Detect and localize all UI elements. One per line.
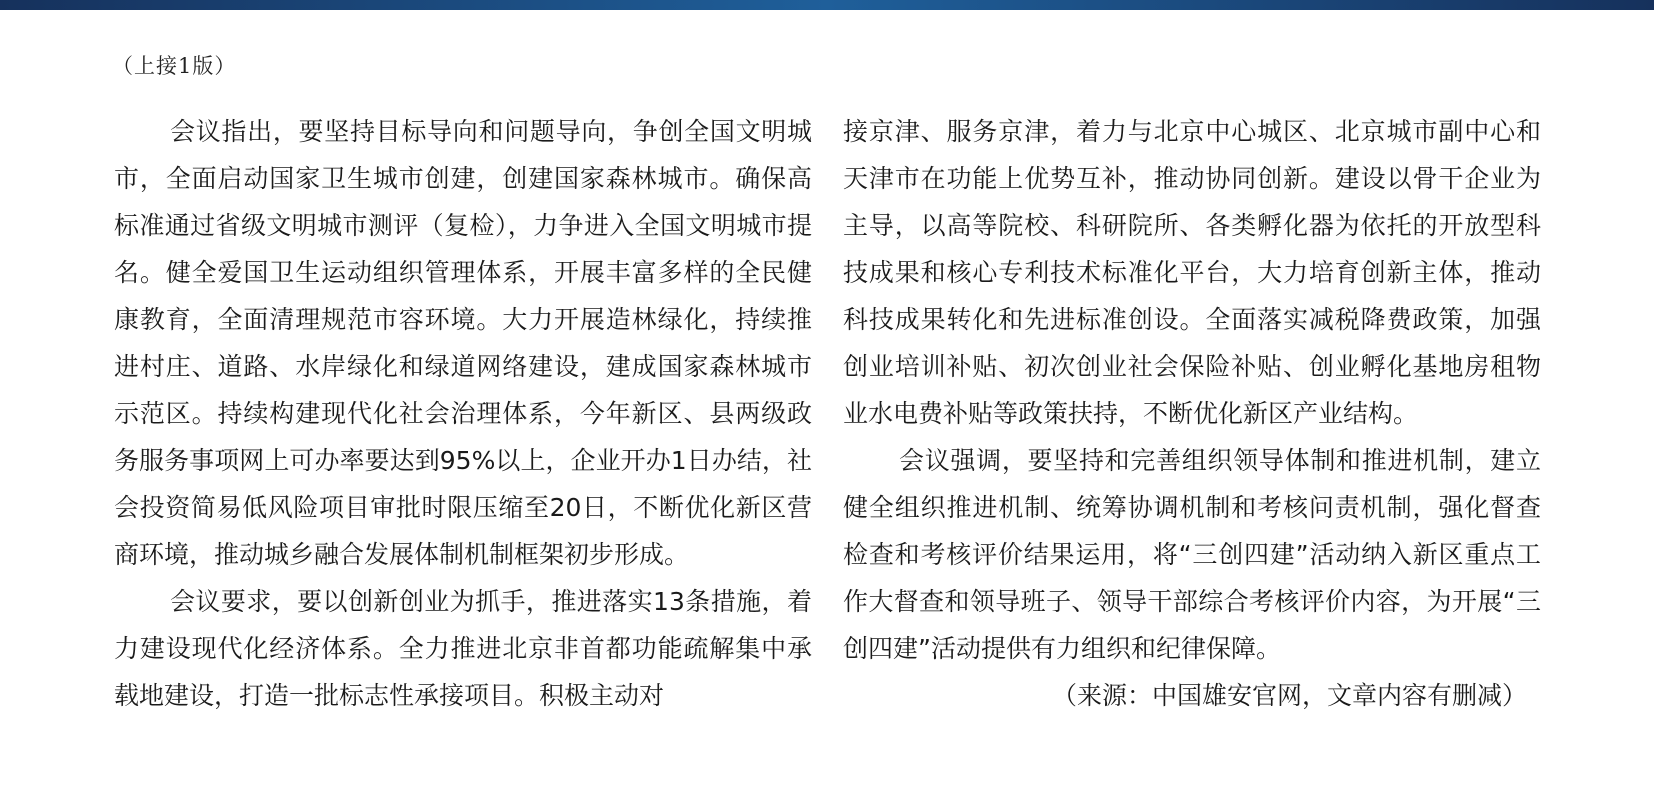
article-column-left <box>114 108 812 719</box>
paragraph-meeting-requires-start: 会议要求，要以创新创业为抓手，推进落实13条措施，着力建设现代化经济体系。全力推进北京非首都功能疏解集中承载地建设，打造一批标志性承接项目。积极主动对 <box>114 587 812 710</box>
top-accent-bar <box>0 0 1654 10</box>
article-column-right <box>843 108 1541 719</box>
continuation-note: （上接1版） <box>112 54 237 78</box>
source-note: （来源：中国雄安官网，文章内容有删减） <box>1051 681 1527 710</box>
paragraph-meeting-emphasized: 会议强调，要坚持和完善组织领导体制和推进机制，建立健全组织推进机制、统筹协调机制和考核问责机制，强化督查检查和考核评价结果运用，将“三创四建”活动纳入新区重点工作大督查和领导班子、领导干部综合考核评价内容，为开展“三创四建”活动提供有力组织和纪律保障。 <box>843 446 1541 663</box>
paragraph-meeting-requires-end: 接京津、服务京津，着力与北京中心城区、北京城市副中心和天津市在功能上优势互补，推动协同创新。建设以骨干企业为主导，以高等院校、科研院所、各类孵化器为依托的开放型科技成果和核心专利技术标准化平台，大力培育创新主体，推动科技成果转化和先进标准创设。全面落实减税降费政策，加强创业培训补贴、初次创业社会保险补贴、创业孵化基地房租物业水电费补贴等政策扶持，不断优化新区产业结构。 <box>843 117 1541 428</box>
paragraph-meeting-pointed-out: 会议指出，要坚持目标导向和问题导向，争创全国文明城市，全面启动国家卫生城市创建，创建国家森林城市。确保高标准通过省级文明城市测评（复检），力争进入全国文明城市提名。健全爱国卫生运动组织管理体系，开展丰富多样的全民健康教育，全面清理规范市容环境。大力开展造林绿化，持续推进村庄、道路、水岸绿化和绿道网络建设，建成国家森林城市示范区。持续构建现代化社会治理体系，今年新区、县两级政务服务事项网上可办率要达到95%以上，企业开办1日办结，社会投资简易低风险项目审批时限压缩至20日，不断优化新区营商环境，推动城乡融合发展体制机制框架初步形成。 <box>114 117 812 569</box>
